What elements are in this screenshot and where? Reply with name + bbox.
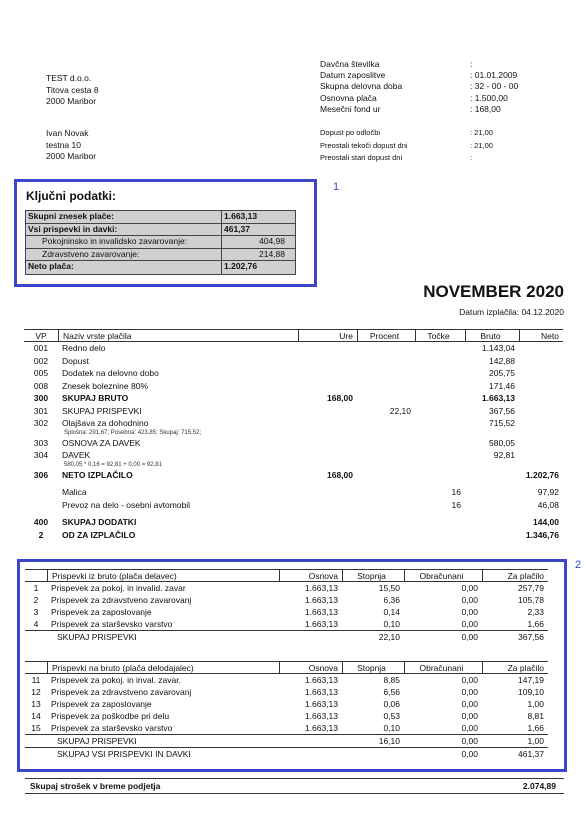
table-cell: 580,05: [489, 437, 515, 448]
table-cell: [298, 529, 357, 542]
table-cell: [298, 367, 357, 380]
table-cell: [415, 417, 465, 430]
table-cell: 142,88: [489, 355, 515, 366]
table-cell: 1,00: [527, 736, 544, 746]
table-cell: [519, 392, 563, 405]
table-cell: [357, 417, 415, 430]
table-row: [25, 618, 548, 630]
table-cell: [519, 342, 563, 355]
table-cell: Prispevek za pokoj. in inval. zavar.: [51, 675, 181, 685]
table-row: [24, 342, 563, 355]
table-cell: 22,10: [389, 405, 411, 416]
table-row: [25, 582, 548, 594]
table-cell: 12: [31, 687, 41, 697]
table-cell: [298, 499, 357, 512]
table-cell: 0,00: [461, 675, 478, 685]
table-cell: Prispevek za pokoj. in invalid. zavar: [51, 583, 186, 593]
table-cell: 1.663,13: [304, 619, 338, 629]
table-cell: 16,10: [378, 736, 400, 746]
table-cell: 0,00: [461, 619, 478, 629]
table-cell: 1.663,13: [304, 675, 338, 685]
table-cell: 1: [33, 583, 39, 593]
payslip-table: [24, 329, 563, 541]
table-cell: 105,78: [518, 595, 544, 605]
table-cell: 2: [38, 529, 44, 540]
table-cell: SKUPAJ PRISPEVKI: [57, 736, 137, 746]
table-cell: 4: [33, 619, 39, 629]
table-cell: Prispevek za starševsko varstvo: [51, 723, 173, 733]
table-cell: Prispevek za zaposlovanje: [51, 607, 152, 617]
month-title: NOVEMBER 2020: [423, 282, 564, 301]
key-row: Pokojninsko in invalidsko zavarovanje: 404,98: [26, 236, 295, 249]
info-row: Mesečni fond ur : 168,00: [320, 103, 501, 114]
table-cell: 302: [33, 418, 49, 428]
info-row: Davčna številka :: [320, 59, 473, 69]
table-cell: [519, 367, 563, 380]
total-label: Skupaj strošek v breme podjetja: [30, 781, 161, 791]
table-cell: 92,81: [493, 450, 515, 460]
employee-address: [46, 128, 96, 163]
table-cell: [357, 355, 415, 368]
table-cell: [415, 529, 465, 542]
table-cell: Olajšava za dohodnino: [62, 418, 149, 428]
table-row: [24, 405, 563, 418]
table-cell: [519, 405, 563, 418]
key-row: Zdravstveno zavarovanje: 214,88: [26, 249, 295, 262]
key-data-table: [25, 210, 296, 275]
table-cell: 16: [451, 487, 461, 497]
table-cell: [24, 486, 58, 499]
table-cell: 0,10: [383, 619, 400, 629]
table-cell: 001: [33, 343, 49, 353]
table-row: [24, 499, 563, 512]
table-cell: 0,00: [461, 723, 478, 733]
table-cell: 0,00: [461, 736, 478, 746]
table-cell: 304: [33, 450, 49, 460]
table-row: [24, 469, 563, 482]
table-row: [24, 449, 563, 462]
table-cell: [465, 486, 519, 499]
table-row: [24, 392, 563, 405]
table-row: [25, 674, 548, 686]
table-cell: [24, 499, 58, 512]
employee-info: [320, 59, 560, 115]
table-cell: 257,79: [518, 583, 544, 593]
table-cell: [357, 516, 415, 529]
table-cell: [357, 469, 415, 482]
table-cell: 14: [31, 711, 41, 721]
table-cell: [465, 516, 519, 529]
table-cell: [25, 631, 47, 643]
table-cell: 168,00: [327, 393, 353, 403]
table-cell: [298, 486, 357, 499]
table-cell: 0,00: [461, 607, 478, 617]
table-cell: [357, 380, 415, 393]
table-cell: [25, 735, 47, 747]
table-cell: 15,50: [378, 583, 400, 593]
leave-info: [320, 127, 560, 165]
table-cell: 1.663,13: [304, 583, 338, 593]
table-cell: 461,37: [518, 749, 544, 759]
table-cell: Prispevek za starševsko varstvo: [51, 619, 173, 629]
table-cell: 1.663,13: [304, 699, 338, 709]
table-cell: [357, 486, 415, 499]
table-cell: SKUPAJ PRISPEVKI: [57, 632, 137, 642]
marker-2: 2: [575, 559, 582, 571]
table-cell: [357, 342, 415, 355]
table-cell: 306: [33, 469, 49, 480]
table-cell: [298, 355, 357, 368]
table-cell: 46,08: [537, 499, 559, 510]
key-row: Neto plača: 1.202,76: [26, 261, 295, 274]
table-cell: 301: [33, 405, 49, 416]
company-name: TEST d.o.o.: [46, 73, 92, 83]
table-cell: 22,10: [378, 632, 400, 642]
info-row: Skupna delovna doba : 32 - 00 - 00: [320, 81, 519, 92]
table-cell: [415, 355, 465, 368]
employee-street: testna 10: [46, 139, 81, 150]
table-cell: 367,56: [518, 632, 544, 642]
sum-row: [25, 630, 548, 643]
table-cell: 0,00: [461, 711, 478, 721]
table-cell: 1.202,76: [525, 469, 559, 480]
table-cell: Prevoz na delo - osebni avtomobil: [62, 499, 191, 510]
table-row: [24, 417, 563, 430]
table-cell: 8,85: [383, 675, 400, 685]
table-cell: 1,66: [527, 723, 544, 733]
table-cell: [519, 417, 563, 430]
table-row: [24, 355, 563, 368]
table-cell: 0,06: [383, 699, 400, 709]
table-cell: SKUPAJ BRUTO: [62, 393, 129, 403]
table-cell: 005: [33, 368, 49, 378]
key-data-title: Ključni podatki:: [26, 189, 116, 203]
total-value: 2.074,89: [522, 781, 556, 791]
table-row: [25, 686, 548, 698]
employee-city: 2000 Maribor: [46, 151, 97, 161]
table-row: [24, 486, 563, 499]
table-cell: Prispevek za zaposlovanje: [51, 699, 152, 709]
table-cell: Malica: [62, 487, 87, 497]
table-cell: SKUPAJ PRISPEVKI: [62, 405, 142, 416]
table-cell: SKUPAJ DODATKI: [62, 517, 137, 527]
info-row: Datum zaposlitve : 01.01.2009: [320, 70, 518, 81]
table-cell: [415, 380, 465, 393]
table-cell: 3: [33, 607, 39, 617]
table-cell: [519, 449, 563, 462]
table-cell: 6,36: [383, 595, 400, 605]
table-cell: 0,00: [461, 632, 478, 642]
table-cell: Dopust: [62, 355, 89, 366]
table-cell: [415, 392, 465, 405]
table-cell: 002: [33, 355, 49, 366]
table-cell: Prispevek za poškodbe pri delu: [51, 711, 170, 721]
table-cell: OSNOVA ZA DAVEK: [62, 437, 141, 448]
table-cell: 0,10: [383, 723, 400, 733]
table-cell: 0,14: [383, 607, 400, 617]
table-cell: 0,00: [461, 749, 478, 759]
table-body: [25, 674, 548, 760]
table-row: [24, 380, 563, 393]
table-cell: 1.663,13: [304, 711, 338, 721]
table-cell: 109,10: [518, 687, 544, 697]
table-cell: 1.663,13: [304, 595, 338, 605]
table-cell: [298, 380, 357, 393]
company-street: Titova cesta 8: [46, 84, 99, 95]
leave-row: Preostali tekoči dopust dni : 21,00: [320, 140, 493, 150]
table-cell: 1.663,13: [304, 607, 338, 617]
table-cell: [465, 499, 519, 512]
table-cell: OD ZA IZPLAČILO: [62, 529, 136, 540]
table-cell: [342, 748, 404, 760]
table-cell: [415, 469, 465, 482]
table-cell: Znesek boleznine 80%: [62, 380, 149, 391]
table-cell: [279, 748, 342, 760]
table-row: [24, 367, 563, 380]
info-row: Osnovna plača : 1.500,00: [320, 92, 508, 103]
table-cell: [415, 367, 465, 380]
table-row: [25, 606, 548, 618]
table-cell: [357, 449, 415, 462]
leave-row: Preostali stari dopust dni :: [320, 153, 473, 162]
table-cell: [519, 380, 563, 393]
table-cell: Prispevek za zdravstveno zavarovanj: [51, 687, 192, 697]
table-cell: 1.663,13: [481, 393, 515, 403]
table-cell: 16: [451, 499, 461, 510]
table-cell: 1.346,76: [525, 529, 559, 540]
payment-date: Datum izplačila: 04.12.2020: [459, 307, 564, 317]
table-cell: Redno delo: [62, 343, 106, 353]
key-row: Skupni znesek plače: 1.663,13: [26, 211, 295, 224]
sum-row: [25, 734, 548, 747]
table-cell: 205,75: [489, 368, 515, 378]
table-cell: 1,00: [527, 699, 544, 709]
table-row: [24, 437, 563, 450]
table-cell: SKUPAJ VSI PRISPEVKI IN DAVKI: [57, 749, 191, 759]
key-row: Vsi prispevki in davki: 461,37: [26, 224, 295, 237]
table-body: [24, 342, 563, 541]
total-cost-row: [25, 778, 564, 794]
table-cell: 147,19: [518, 675, 544, 685]
table-cell: 15: [31, 723, 41, 733]
table-cell: NETO IZPLAČILO: [62, 469, 133, 480]
table-row: [24, 529, 563, 542]
table-cell: 303: [33, 437, 49, 448]
employer-contrib-table: [25, 661, 548, 760]
table-cell: 0,00: [461, 687, 478, 697]
table-cell: [465, 529, 519, 542]
table-subnote: 580,05 * 0,16 = 92,81 + 0,00 = 92,81: [64, 461, 162, 468]
table-row: [25, 698, 548, 710]
table-cell: [298, 417, 357, 430]
table-header: Prispevki na bruto (plača delodajalec) Osnova Stopnja Obračunani Za plačilo: [25, 661, 548, 674]
table-cell: 1.663,13: [304, 723, 338, 733]
employee-contrib-table: [25, 569, 548, 643]
table-cell: [465, 469, 519, 482]
sum-row: [25, 747, 548, 760]
table-cell: 6,56: [383, 687, 400, 697]
table-cell: 008: [33, 380, 49, 391]
table-cell: 2: [33, 595, 39, 605]
leave-row: Dopust po odločbi : 21,00: [320, 128, 493, 137]
table-cell: 367,56: [489, 405, 515, 416]
table-cell: 1.143,04: [481, 343, 515, 353]
table-cell: [415, 516, 465, 529]
table-row: [24, 516, 563, 529]
table-cell: 171,46: [489, 380, 515, 391]
table-cell: [25, 748, 47, 760]
table-header: Prispevki iz bruto (plača delavec) Osnova Stopnja Obračunani Za plačilo: [25, 569, 548, 582]
table-cell: 0,00: [461, 583, 478, 593]
table-cell: [298, 516, 357, 529]
table-cell: 0,00: [461, 595, 478, 605]
table-cell: [279, 735, 342, 747]
table-header: VP Naziv vrste plačila Ure Procent Točke Bruto Neto: [24, 329, 563, 342]
table-cell: [279, 631, 342, 643]
table-cell: 8,81: [527, 711, 544, 721]
table-cell: [415, 449, 465, 462]
table-cell: Dodatek na delovno dobo: [62, 368, 159, 378]
table-cell: 400: [33, 517, 49, 527]
table-cell: [357, 367, 415, 380]
table-cell: [415, 405, 465, 418]
table-cell: [357, 529, 415, 542]
table-cell: [357, 499, 415, 512]
table-cell: [298, 342, 357, 355]
table-cell: DAVEK: [62, 450, 91, 460]
table-cell: 144,00: [533, 517, 559, 527]
table-cell: [415, 342, 465, 355]
table-cell: 97,92: [537, 487, 559, 497]
table-row: [25, 594, 548, 606]
marker-1: 1: [333, 181, 340, 193]
table-cell: 0,00: [461, 699, 478, 709]
table-cell: 13: [31, 699, 41, 709]
table-cell: [519, 437, 563, 450]
table-cell: 300: [33, 393, 49, 403]
table-cell: [415, 437, 465, 450]
table-cell: 0,53: [383, 711, 400, 721]
table-cell: [298, 449, 357, 462]
table-cell: [298, 437, 357, 450]
table-cell: 11: [31, 675, 41, 685]
table-row: [25, 722, 548, 734]
table-cell: [298, 405, 357, 418]
table-cell: 1,66: [527, 619, 544, 629]
table-cell: [357, 437, 415, 450]
company-address: [46, 73, 99, 108]
table-cell: 168,00: [327, 469, 353, 480]
table-row: [25, 710, 548, 722]
table-cell: 2,33: [527, 607, 544, 617]
table-cell: 1.663,13: [304, 687, 338, 697]
table-cell: Prispevek za zdravstveno zavarovanj: [51, 595, 192, 605]
table-cell: [519, 355, 563, 368]
company-city: 2000 Maribor: [46, 96, 97, 106]
table-cell: [357, 392, 415, 405]
table-cell: 715,52: [489, 418, 515, 428]
table-body: [25, 582, 548, 643]
table-subnote: Splošna: 291,67; Posebna: 423,85; Skupaj: 715,52;: [64, 429, 202, 436]
employee-name: Ivan Novak: [46, 128, 89, 138]
